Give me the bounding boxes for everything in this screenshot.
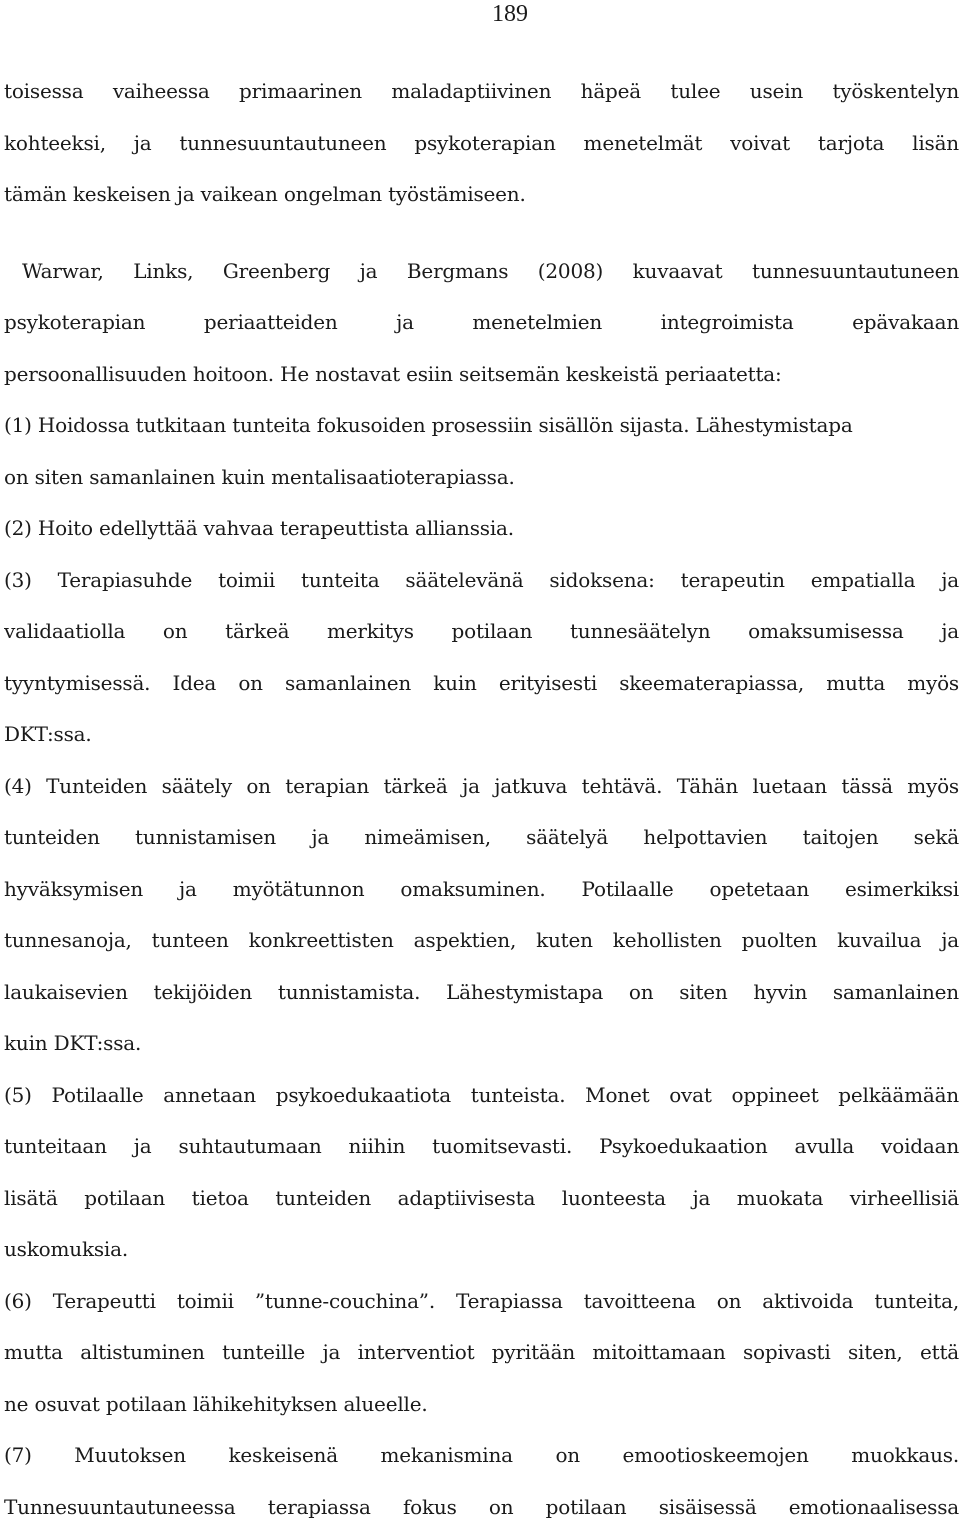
text-line: (5) Potilaalle annetaan psykoedukaatiota tunteista. Monet ovat oppineet pelkäämään (4, 1070, 959, 1122)
text-line: kuin DKT:ssa. (4, 1018, 959, 1070)
text-line: kohteeksi, ja tunnesuuntautuneen psykoterapian menetelmät voivat tarjota lisän (4, 118, 959, 170)
text-line: (1) Hoidossa tutkitaan tunteita fokusoiden prosessiin sisällön sijasta. Lähestymistapa (4, 400, 959, 452)
page-number: 189 (470, 0, 550, 28)
text-line: toisessa vaiheessa primaarinen maladaptiivinen häpeä tulee usein työskentelyn (4, 66, 959, 118)
text-line: (2) Hoito edellyttää vahvaa terapeuttista allianssia. (4, 503, 959, 555)
text-line: persoonallisuuden hoitoon. He nostavat esiin seitsemän keskeistä periaatetta: (4, 349, 959, 401)
text-line: on siten samanlainen kuin mentalisaatioterapiassa. (4, 452, 959, 504)
text-line: mutta altistuminen tunteille ja interventiot pyritään mitoittamaan sopivasti siten, että (4, 1327, 959, 1379)
paragraph-principles (4, 246, 959, 1533)
text-line: tunnesanoja, tunteen konkreettisten aspektien, kuten kehollisten puolten kuvailua ja (4, 915, 959, 967)
text-line: Warwar, Links, Greenberg ja Bergmans (2008) kuvaavat tunnesuuntautuneen (4, 246, 959, 298)
text-line: Tunnesuuntautuneessa terapiassa fokus on potilaan sisäisessä emotionaalisessa (4, 1482, 959, 1533)
text-line: (4) Tunteiden säätely on terapian tärkeä ja jatkuva tehtävä. Tähän luetaan tässä myös (4, 761, 959, 813)
text-line: tunteitaan ja suhtautumaan niihin tuomitsevasti. Psykoedukaation avulla voidaan (4, 1121, 959, 1173)
text-line: laukaisevien tekijöiden tunnistamista. Lähestymistapa on siten hyvin samanlainen (4, 967, 959, 1019)
text-line: psykoterapian periaatteiden ja menetelmien integroimista epävakaan (4, 297, 959, 349)
text-line: tyyntymisessä. Idea on samanlainen kuin erityisesti skeematerapiassa, mutta myös (4, 658, 959, 710)
text-line: tämän keskeisen ja vaikean ongelman työstämiseen. (4, 169, 959, 221)
text-line: DKT:ssa. (4, 709, 959, 761)
text-line: (6) Terapeutti toimii ”tunne-couchina”. Terapiassa tavoitteena on aktivoida tunteita, (4, 1276, 959, 1328)
text-line: validaatiolla on tärkeä merkitys potilaan tunnesäätelyn omaksumisessa ja (4, 606, 959, 658)
text-line: hyväksymisen ja myötätunnon omaksuminen. Potilaalle opetetaan esimerkiksi (4, 864, 959, 916)
paragraph-intro (4, 66, 959, 221)
text-line: (7) Muutoksen keskeisenä mekanismina on emootioskeemojen muokkaus. (4, 1430, 959, 1482)
text-line: uskomuksia. (4, 1224, 959, 1276)
text-line: ne osuvat potilaan lähikehityksen alueelle. (4, 1379, 959, 1431)
page-body (4, 66, 959, 1533)
text-line: (3) Terapiasuhde toimii tunteita säätelevänä sidoksena: terapeutin empatialla ja (4, 555, 959, 607)
text-line: lisätä potilaan tietoa tunteiden adaptiivisesta luonteesta ja muokata virheellisiä (4, 1173, 959, 1225)
text-line: tunteiden tunnistamisen ja nimeämisen, säätelyä helpottavien taitojen sekä (4, 812, 959, 864)
